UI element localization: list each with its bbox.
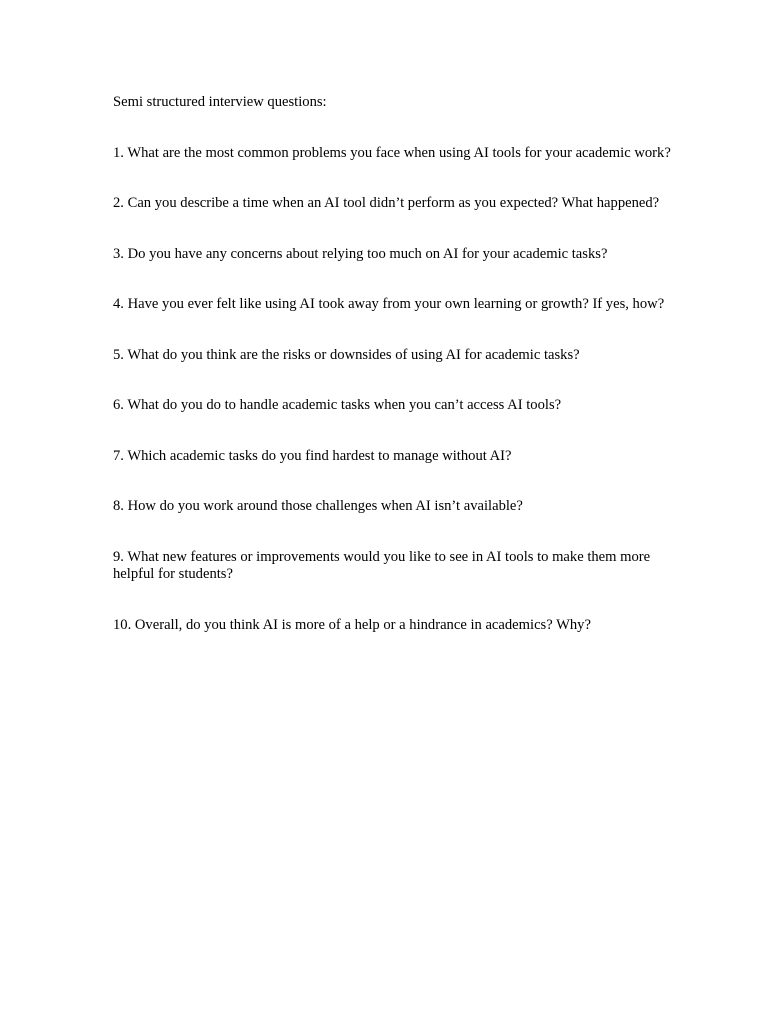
question-6: 6. What do you do to handle academic tasks when you can’t access AI tools? <box>113 397 562 413</box>
question-3: 3. Do you have any concerns about relying too much on AI for your academic tasks? <box>113 245 608 262</box>
question-1: 1. What are the most common problems you face when using AI tools for your academic work? <box>113 144 671 161</box>
question-9: 9. What new features or improvements would you like to see in AI tools to make them more helpful for students? <box>113 548 651 582</box>
question-10: 10. Overall, do you think AI is more of a help or a hindrance in academics? Why? <box>113 616 591 633</box>
question-8: 8. How do you work around those challenges when AI isn’t available? <box>113 498 523 514</box>
question-2: 2. Can you describe a time when an AI tool didn’t perform as you expected? What happened? <box>113 195 660 211</box>
document-heading: Semi structured interview questions: <box>113 94 327 110</box>
document-body <box>113 94 673 667</box>
question-7: 7. Which academic tasks do you find hardest to manage without AI? <box>113 447 512 464</box>
question-5: 5. What do you think are the risks or downsides of using AI for academic tasks? <box>113 346 580 363</box>
question-4: 4. Have you ever felt like using AI took away from your own learning or growth? If yes, how? <box>113 296 665 312</box>
